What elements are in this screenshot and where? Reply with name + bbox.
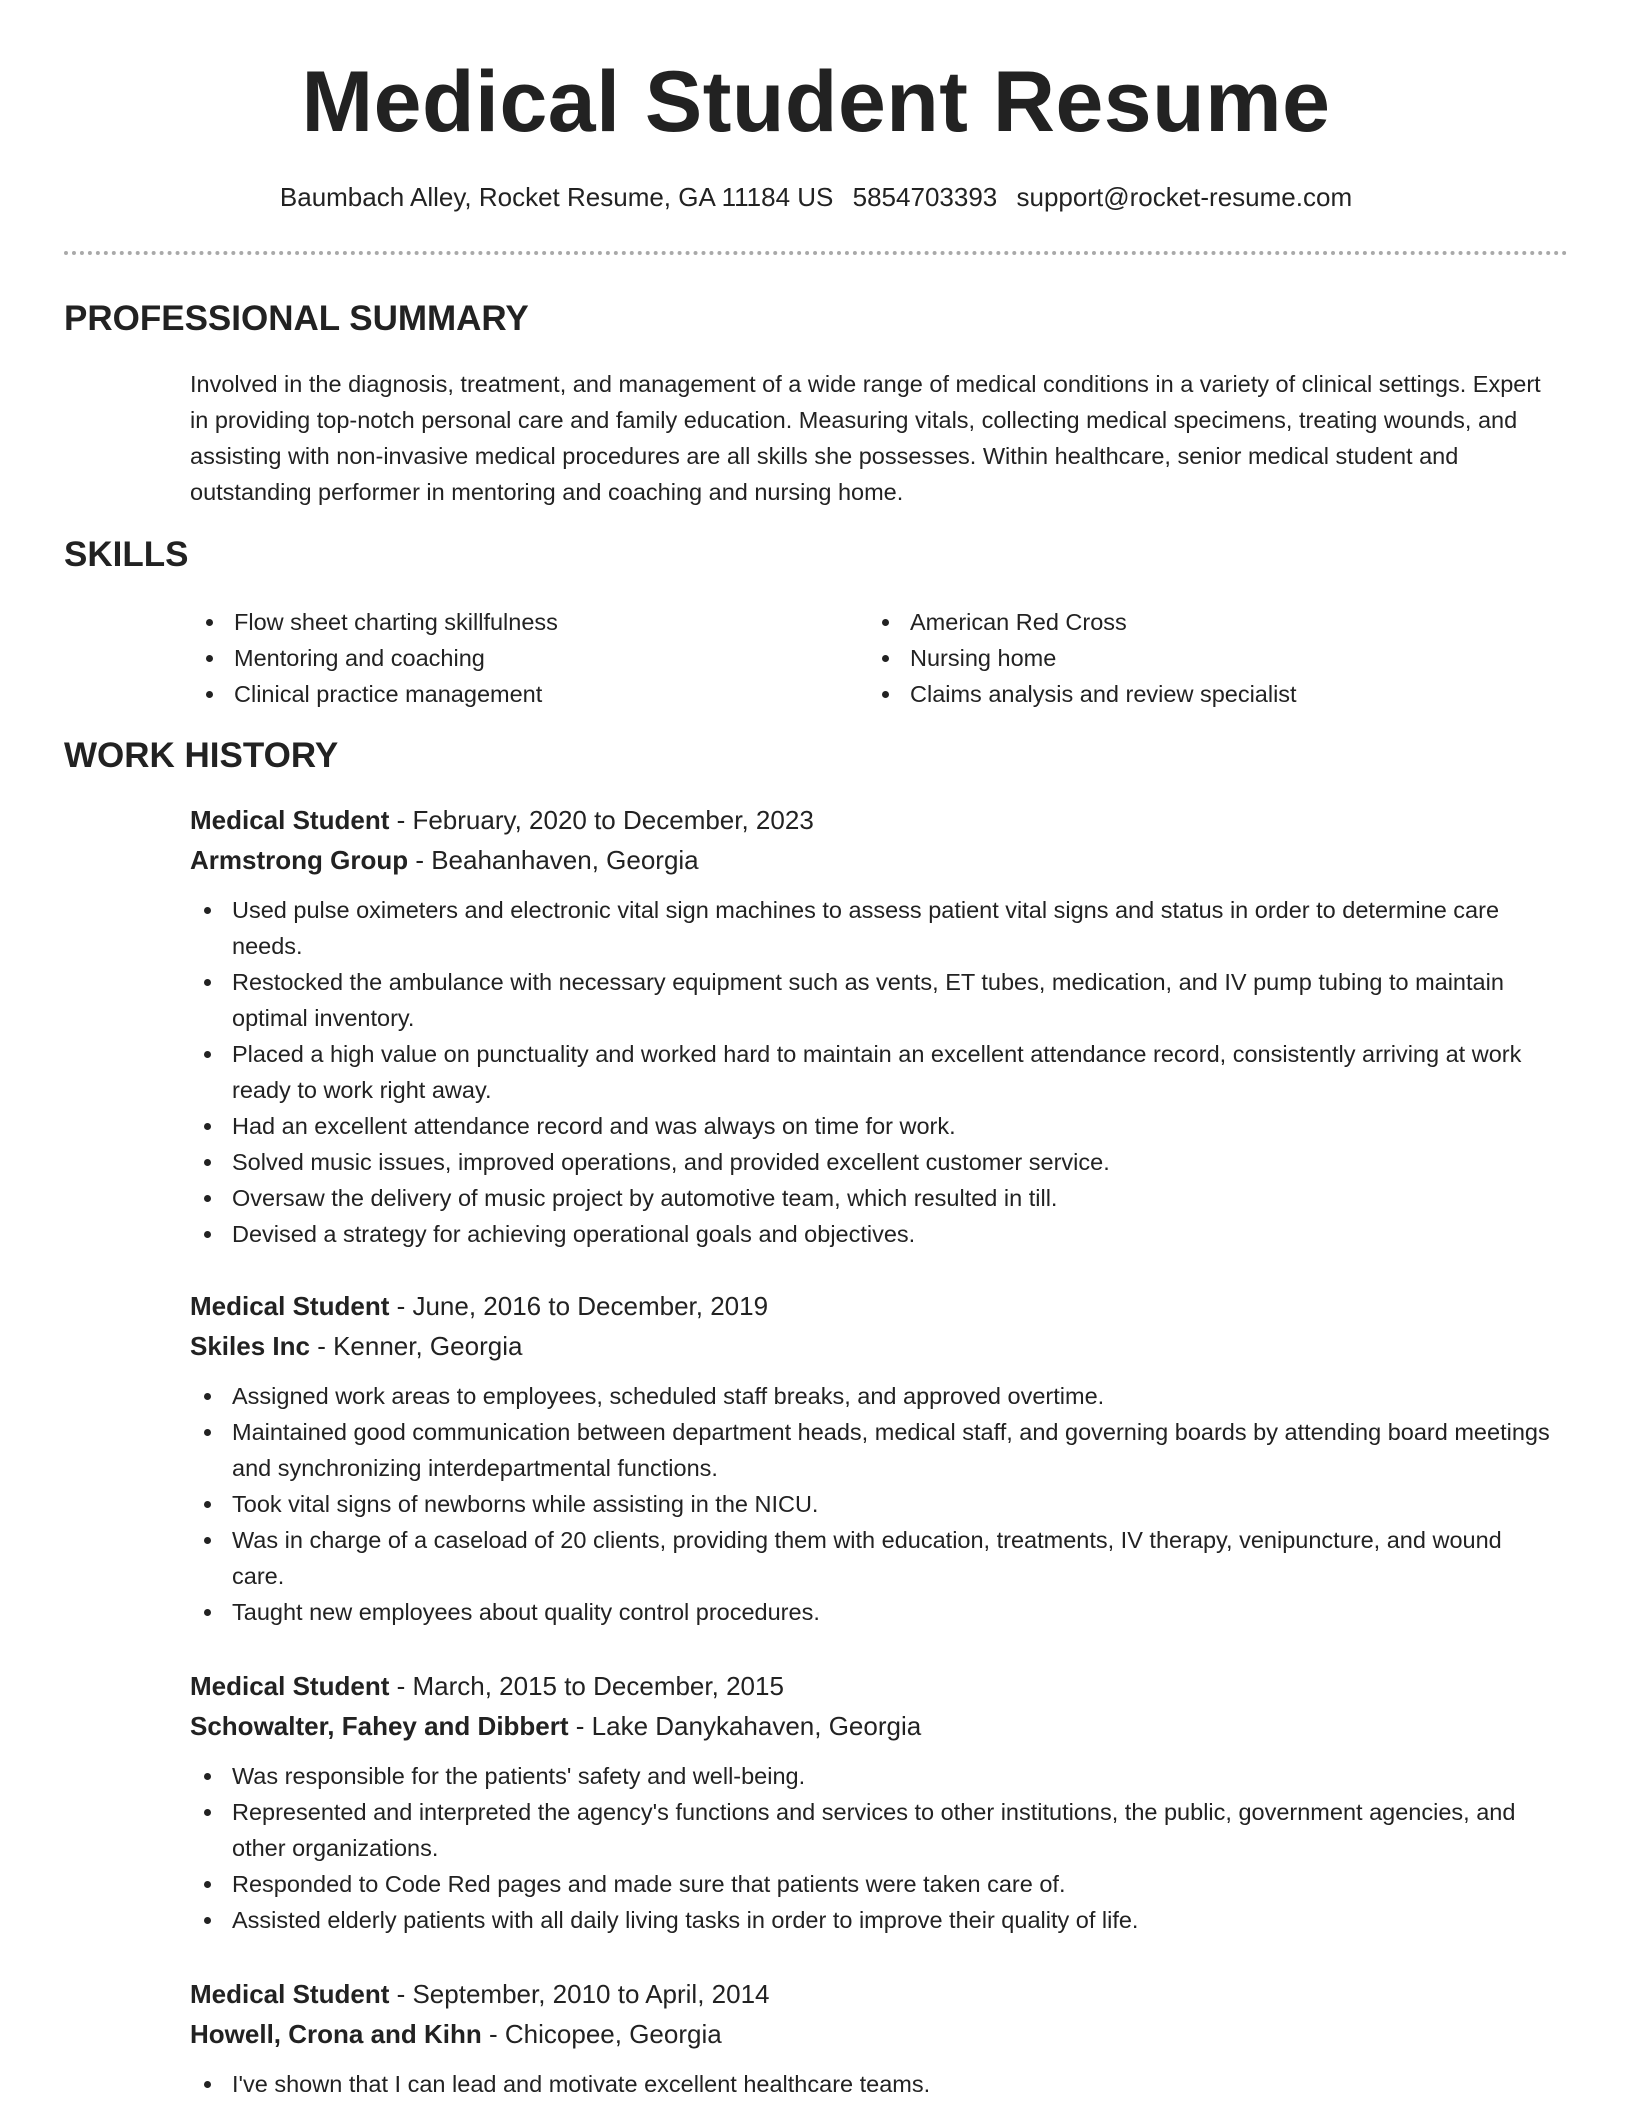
skills-list-right <box>866 604 1526 712</box>
job-title-line <box>190 800 1560 840</box>
job-location: - Kenner, Georgia <box>309 1331 523 1361</box>
job-duty: Was in charge of a caseload of 20 clients, providing them with education, treatments, IV therapy, venipuncture, and wound care. <box>188 1522 1560 1594</box>
job-location: - Lake Danykahaven, Georgia <box>568 1711 922 1741</box>
job-duty: Was responsible for the patients' safety and well-being. <box>188 1758 1560 1794</box>
job-company: Armstrong Group <box>190 845 409 875</box>
contact-email[interactable]: support@rocket-resume.com <box>1016 182 1353 212</box>
header-divider <box>64 251 1568 255</box>
job-location: - Beahanhaven, Georgia <box>408 845 699 875</box>
job-duty: Assigned work areas to employees, scheduled staff breaks, and approved overtime. <box>188 1378 1560 1414</box>
job-duties-list <box>188 2066 1560 2102</box>
job-duties-list <box>188 1378 1560 1630</box>
job-duty: Had an excellent attendance record and was always on time for work. <box>188 1108 1560 1144</box>
job-entry <box>190 1666 1560 1938</box>
section-title-work-history: WORK HISTORY <box>64 736 339 775</box>
skill-item: Flow sheet charting skillfulness <box>190 604 850 640</box>
job-entry <box>190 800 1560 1252</box>
job-title: Medical Student <box>190 1671 390 1701</box>
skill-item: Clinical practice management <box>190 676 850 712</box>
job-duty: Responded to Code Red pages and made sure that patients were taken care of. <box>188 1866 1560 1902</box>
section-title-skills: SKILLS <box>64 535 189 574</box>
job-company-line <box>190 1706 1560 1746</box>
summary-text: Involved in the diagnosis, treatment, and management of a wide range of medical conditions in a variety of clinical settings. Expert in providing top-notch personal care and family education. Measuring vitals, collecting medical specimens, treating wounds, and assisting with non-invasive medical procedures are all skills she possesses. Within healthcare, senior medical student and outstanding performer in mentoring and coaching and nursing home. <box>190 371 1541 505</box>
job-company-line <box>190 1326 1560 1366</box>
job-title-line <box>190 1286 1560 1326</box>
job-duty: Took vital signs of newborns while assisting in the NICU. <box>188 1486 1560 1522</box>
section-title-summary: PROFESSIONAL SUMMARY <box>64 299 529 338</box>
job-entry <box>190 1974 1560 2102</box>
job-dates: - March, 2015 to December, 2015 <box>389 1671 784 1701</box>
job-company: Skiles Inc <box>190 1331 310 1361</box>
job-duty: Placed a high value on punctuality and worked hard to maintain an excellent attendance record, consistently arriving at work ready to work right away. <box>188 1036 1560 1108</box>
job-title: Medical Student <box>190 1979 390 2009</box>
skill-item: American Red Cross <box>866 604 1526 640</box>
job-duty: Oversaw the delivery of music project by automotive team, which resulted in till. <box>188 1180 1560 1216</box>
job-dates: - February, 2020 to December, 2023 <box>389 805 814 835</box>
contact-line <box>0 180 1632 214</box>
contact-phone: 5854703393 <box>852 182 998 212</box>
job-dates: - June, 2016 to December, 2019 <box>389 1291 769 1321</box>
job-company-line <box>190 2014 1560 2054</box>
job-duty: Solved music issues, improved operations, and provided excellent customer service. <box>188 1144 1560 1180</box>
job-duty: Taught new employees about quality control procedures. <box>188 1594 1560 1630</box>
job-title-line <box>190 1974 1560 2014</box>
job-company: Howell, Crona and Kihn <box>190 2019 482 2049</box>
job-entry <box>190 1286 1560 1630</box>
job-duties-list <box>188 1758 1560 1938</box>
job-company: Schowalter, Fahey and Dibbert <box>190 1711 569 1741</box>
job-duty: I've shown that I can lead and motivate excellent healthcare teams. <box>188 2066 1560 2102</box>
skills-list-left <box>190 604 850 712</box>
contact-address: Baumbach Alley, Rocket Resume, GA 11184 US <box>279 182 834 212</box>
job-duties-list <box>188 892 1560 1252</box>
job-title: Medical Student <box>190 805 390 835</box>
skill-item: Claims analysis and review specialist <box>866 676 1526 712</box>
job-duty: Maintained good communication between department heads, medical staff, and governing boards by attending board meetings and synchronizing interdepartmental functions. <box>188 1414 1560 1486</box>
job-duty: Represented and interpreted the agency's functions and services to other institutions, the public, government agencies, and other organizations. <box>188 1794 1560 1866</box>
job-duty: Restocked the ambulance with necessary equipment such as vents, ET tubes, medication, and IV pump tubing to maintain optimal inventory. <box>188 964 1560 1036</box>
job-duty: Devised a strategy for achieving operational goals and objectives. <box>188 1216 1560 1252</box>
job-company-line <box>190 840 1560 880</box>
job-duty: Assisted elderly patients with all daily living tasks in order to improve their quality of life. <box>188 1902 1560 1938</box>
job-dates: - September, 2010 to April, 2014 <box>389 1979 770 2009</box>
resume-title: Medical Student Resume <box>301 54 1331 150</box>
skill-item: Nursing home <box>866 640 1526 676</box>
job-title: Medical Student <box>190 1291 390 1321</box>
job-location: - Chicopee, Georgia <box>481 2019 722 2049</box>
skill-item: Mentoring and coaching <box>190 640 850 676</box>
job-duty: Used pulse oximeters and electronic vital sign machines to assess patient vital signs and status in order to determine care needs. <box>188 892 1560 964</box>
job-title-line <box>190 1666 1560 1706</box>
